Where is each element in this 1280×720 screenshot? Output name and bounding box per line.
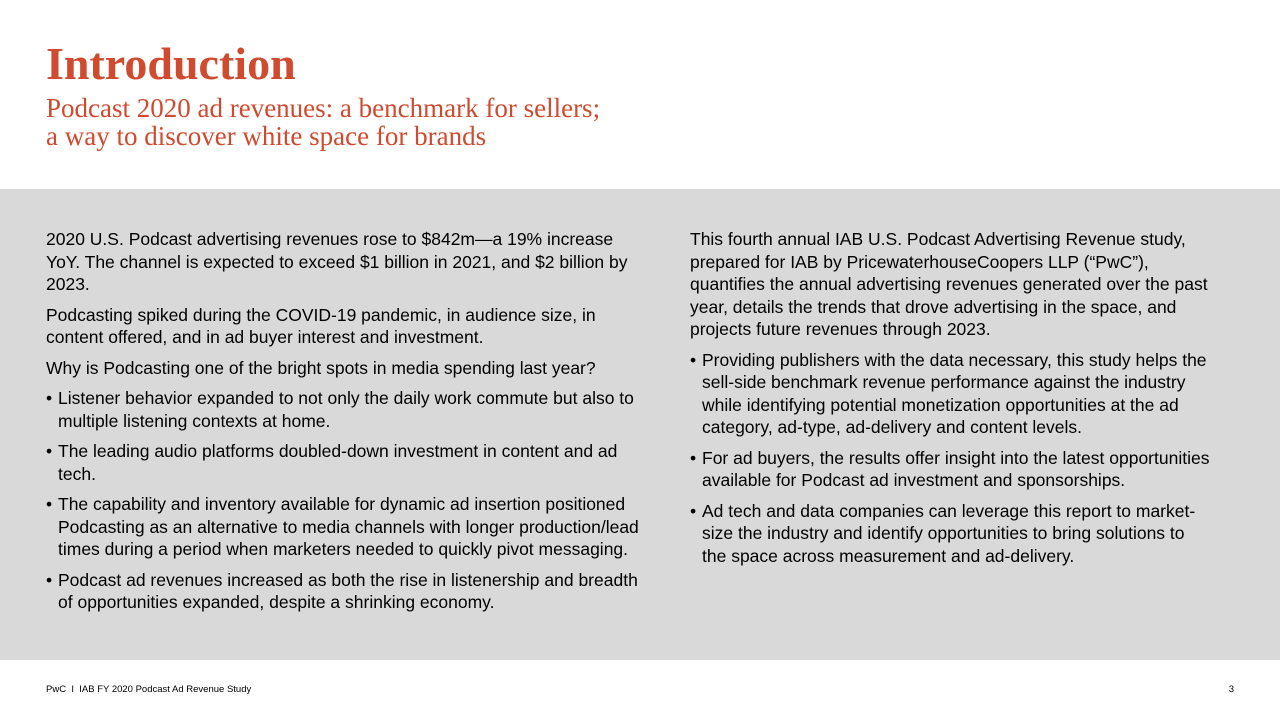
question-paragraph: Why is Podcasting one of the bright spots in media spending last year? bbox=[46, 357, 596, 378]
bullet-icon: • bbox=[46, 388, 53, 408]
audience-list bbox=[690, 349, 1210, 568]
subtitle-line-1: Podcast 2020 ad revenues: a benchmark for sellers; bbox=[46, 93, 601, 123]
list-item-text: Providing publishers with the data necessary, this study helps the sell-side benchmark revenue performance against the industry while identifying potential monetization opportunities at the ad category, ad-type, ad-delivery and content levels. bbox=[702, 349, 1207, 437]
content-band bbox=[0, 189, 1280, 660]
study-paragraph: This fourth annual IAB U.S. Podcast Advertising Revenue study, prepared for IAB by PricewaterhouseCoopers LLP (“PwC”), quantifies the annual advertising revenues generated over the past year, details the trends that drove advertising in the space, and projects future revenues through 2023. bbox=[690, 229, 1208, 339]
page-number: 3 bbox=[1228, 684, 1234, 695]
list-item bbox=[46, 493, 646, 561]
list-item-text: For ad buyers, the results offer insight into the latest opportunities available for Podcast ad investment and sponsorships. bbox=[702, 447, 1210, 490]
list-item-text: Podcast ad revenues increased as both the rise in listenership and breadth of opportunities expanded, despite a shrinking economy. bbox=[58, 569, 638, 612]
slide-header bbox=[46, 38, 746, 150]
list-item-text: The leading audio platforms doubled-down investment in content and ad tech. bbox=[58, 441, 618, 484]
bullet-icon: • bbox=[46, 569, 53, 590]
list-item-text: The capability and inventory available for dynamic ad insertion positioned Podcasting as an alternative to media channels with longer production/lead times during a period when marketers needed to quickly pivot messaging. bbox=[58, 494, 639, 559]
list-item-text: Ad tech and data companies can leverage this report to market-size the industry and identify opportunities to bring solutions to the space across measurement and ad-delivery. bbox=[702, 500, 1196, 566]
list-item bbox=[690, 447, 1210, 492]
intro-paragraph: 2020 U.S. Podcast advertising revenues rose to $842m—a 19% increase YoY. The channel is expected to exceed $1 billion in 2021, and $2 billion by 2023. bbox=[46, 229, 628, 294]
left-column bbox=[46, 228, 646, 622]
bullet-icon: • bbox=[46, 494, 53, 514]
page-title: Introduction bbox=[46, 38, 296, 89]
page-subtitle bbox=[46, 94, 746, 150]
right-column bbox=[690, 228, 1210, 575]
reasons-list bbox=[46, 387, 646, 614]
list-item bbox=[690, 500, 1210, 568]
list-item bbox=[46, 569, 646, 614]
bullet-icon: • bbox=[690, 447, 697, 468]
bullet-icon: • bbox=[46, 441, 53, 461]
covid-paragraph: Podcasting spiked during the COVID-19 pandemic, in audience size, in content offered, and in ad buyer interest and investment. bbox=[46, 304, 596, 347]
bullet-icon: • bbox=[690, 349, 697, 370]
list-item-text: Listener behavior expanded to not only the daily work commute but also to multiple listening contexts at home. bbox=[58, 388, 634, 431]
bullet-icon: • bbox=[690, 500, 697, 521]
footer-source: PwC I IAB FY 2020 Podcast Ad Revenue Study bbox=[46, 684, 252, 695]
list-item bbox=[690, 349, 1210, 439]
list-item bbox=[46, 387, 646, 432]
list-item bbox=[46, 440, 646, 485]
subtitle-line-2: a way to discover white space for brands bbox=[46, 121, 487, 151]
